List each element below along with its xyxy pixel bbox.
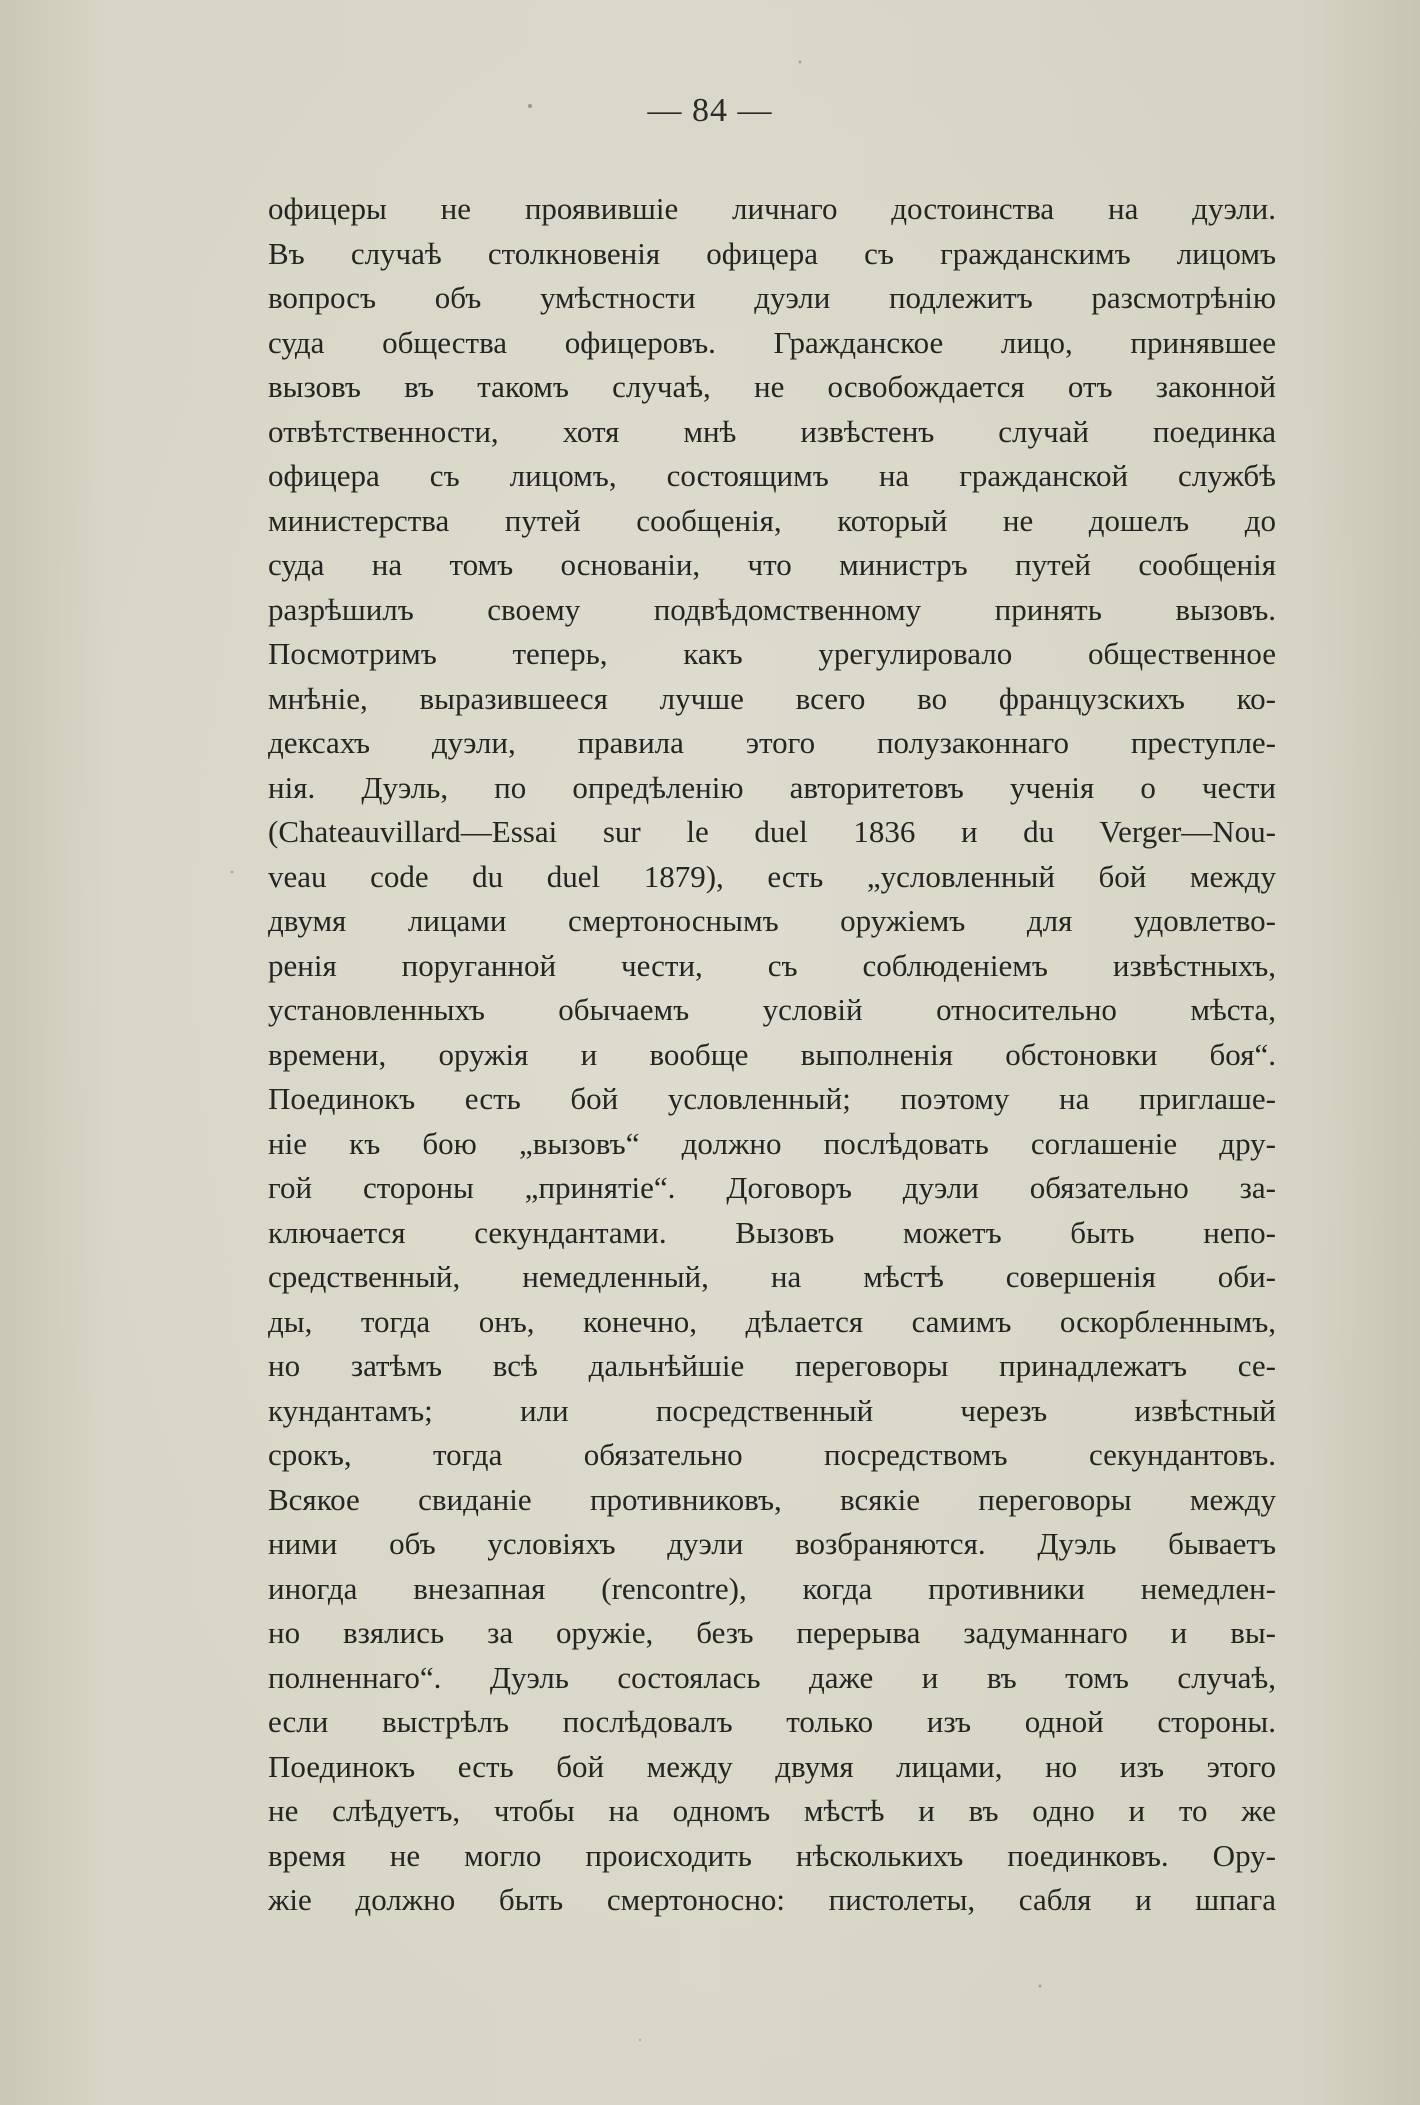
text-line-35: если выстрѣлъ послѣдовалъ только изъ одной стороны. — [268, 1704, 1276, 1739]
text-line-31: ними объ условіяхъ дуэли возбраняются. Дуэль бываетъ — [268, 1526, 1276, 1561]
text-line-24: ключается секундантами. Вызовъ можетъ быть непо- — [268, 1214, 1276, 1250]
text-line-26: ды, тогда онъ, конечно, дѣлается самимъ оскорбленнымъ, — [268, 1303, 1276, 1339]
text-line-25: средственный, немедленный, на мѣстѣ совершенія оби- — [268, 1259, 1276, 1294]
text-line-29: срокъ, тогда обязательно посредствомъ секундантовъ. — [268, 1437, 1276, 1472]
text-line-15: (Chateauvillard—Essai sur le duel 1836 и du Verger—Nou- — [268, 814, 1276, 849]
text-line-1: офицеры не проявившіе личнаго достоинства на дуэли. — [268, 191, 1276, 226]
text-line-5: вызовъ въ такомъ случаѣ, не освобождается отъ законной — [268, 369, 1276, 404]
text-line-7: офицера съ лицомъ, состоящимъ на гражданской службѣ — [268, 458, 1276, 493]
text-line-11: Посмотримъ теперь, какъ урегулировало общественное — [268, 636, 1276, 671]
text-line-13: дексахъ дуэли, правила этого полузаконнаго преступле- — [268, 725, 1276, 760]
text-line-21: Поединокъ есть бой условленный; поэтому на приглаше- — [268, 1081, 1276, 1116]
text-line-19: установленныхъ обычаемъ условій относительно мѣста, — [268, 992, 1276, 1027]
text-line-16: veau code du duel 1879), есть „условленный бой между — [268, 858, 1276, 894]
text-line-30: Всякое свиданіе противниковъ, всякіе переговоры между — [268, 1481, 1276, 1517]
text-line-18: ренія поруганной чести, съ соблюденіемъ извѣстныхъ, — [268, 947, 1276, 983]
text-line-4: суда общества офицеровъ. Гражданское лицо, принявшее — [268, 324, 1276, 360]
text-line-14: нія. Дуэль, по опредѣленію авторитетовъ ученія о чести — [268, 769, 1276, 805]
text-line-36: Поединокъ есть бой между двумя лицами, но изъ этого — [268, 1748, 1276, 1784]
text-line-10: разрѣшилъ своему подвѣдомственному принять вызовъ. — [268, 591, 1276, 627]
text-line-28: кундантамъ; или посредственный черезъ извѣстный — [268, 1392, 1276, 1428]
text-line-32: иногда внезапная (rencontre), когда противники немедлен- — [268, 1570, 1276, 1606]
text-line-17: двумя лицами смертоноснымъ оружіемъ для удовлетво- — [268, 903, 1276, 938]
text-line-6: отвѣтственности, хотя мнѣ извѣстенъ случай поединка — [268, 413, 1276, 449]
text-line-23: гой стороны „принятіе“. Договоръ дуэли обязательно за- — [268, 1170, 1276, 1205]
text-line-39: жіе должно быть смертоносно: пистолеты, сабля и шпага — [268, 1882, 1276, 1917]
text-line-38: время не могло происходить нѣсколькихъ поединковъ. Ору- — [268, 1837, 1276, 1873]
text-line-22: ніе къ бою „вызовъ“ должно послѣдовать соглашеніе дру- — [268, 1125, 1276, 1161]
text-line-20: времени, оружія и вообще выполненія обстоновки боя“. — [268, 1036, 1276, 1072]
text-line-2: Въ случаѣ столкновенія офицера съ гражданскимъ лицомъ — [268, 235, 1276, 271]
text-line-8: министерства путей сообщенія, который не дошелъ до — [268, 502, 1276, 538]
page-text — [268, 187, 1276, 1923]
text-line-34: полненнаго“. Дуэль состоялась даже и въ томъ случаѣ, — [268, 1659, 1276, 1695]
text-line-12: мнѣніе, выразившееся лучше всего во французскихъ ко- — [268, 680, 1276, 716]
text-line-27: но затѣмъ всѣ дальнѣйшіе переговоры принадлежатъ се- — [268, 1348, 1276, 1383]
text-line-33: но взялись за оружіе, безъ перерыва задуманнаго и вы- — [268, 1615, 1276, 1650]
text-line-9: суда на томъ основаніи, что министръ путей сообщенія — [268, 547, 1276, 582]
page-number: — 84 — — [647, 92, 773, 129]
text-line-37: не слѣдуетъ, чтобы на одномъ мѣстѣ и въ одно и то же — [268, 1793, 1276, 1828]
text-line-3: вопросъ объ умѣстности дуэли подлежитъ разсмотрѣнію — [268, 280, 1276, 315]
